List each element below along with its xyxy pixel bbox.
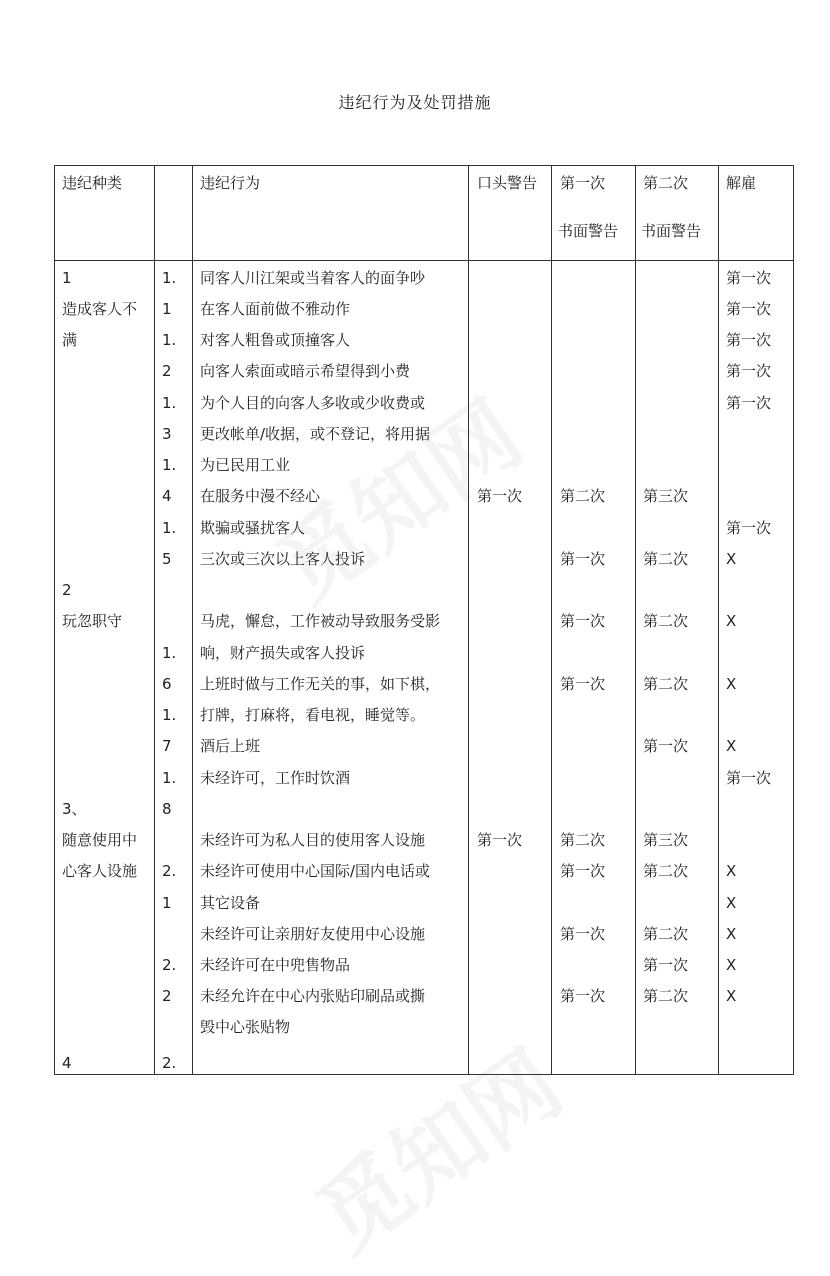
item-number: 1 <box>162 894 172 912</box>
page-title: 违纪行为及处罚措施 <box>338 93 492 112</box>
second-written-cell: 第二次 <box>643 925 689 943</box>
dismissal-cell: 第一次 <box>726 769 772 787</box>
header-dismissal: 解雇 <box>726 174 757 192</box>
first-written-cell: 第一次 <box>560 925 606 943</box>
category-text: 心客人设施 <box>62 862 138 880</box>
behavior-text: 打牌，打麻将，看电视，睡觉等。 <box>200 706 426 724</box>
dismissal-cell: 第一次 <box>726 300 772 318</box>
second-written-cell: 第二次 <box>643 987 689 1005</box>
item-number: 4 <box>162 487 172 505</box>
category-text: 随意使用中 <box>62 831 138 849</box>
dismissal-cell: X <box>726 894 737 912</box>
item-number: 1. <box>162 269 177 287</box>
behavior-text: 毁中心张贴物 <box>200 1018 291 1036</box>
first-written-cell: 第一次 <box>560 550 606 568</box>
item-number: 2. <box>162 1054 177 1072</box>
dismissal-cell: 第一次 <box>726 519 772 537</box>
behavior-text: 未经许可，工作时饮酒 <box>200 769 351 787</box>
behavior-text: 响，财产损失或客人投诉 <box>200 644 366 662</box>
item-number: 2 <box>162 987 172 1005</box>
item-number: 1. <box>162 519 177 537</box>
behavior-text: 未经许可在中兜售物品 <box>200 956 351 974</box>
item-number: 1. <box>162 331 177 349</box>
behavior-text: 同客人川江架或当着客人的面争吵 <box>200 269 426 287</box>
item-number: 2. <box>162 956 177 974</box>
header-first-written-2: 书面警告 <box>558 222 619 240</box>
behavior-text: 向客人索面或暗示希望得到小费 <box>200 362 411 380</box>
category-text: 4 <box>62 1054 72 1072</box>
second-written-cell: 第二次 <box>643 862 689 880</box>
dismissal-cell: 第一次 <box>726 269 772 287</box>
dismissal-cell: X <box>726 956 737 974</box>
item-number: 8 <box>162 800 172 818</box>
item-number: 7 <box>162 737 172 755</box>
first-written-cell: 第一次 <box>560 675 606 693</box>
verbal-warning-cell: 第一次 <box>477 487 523 505</box>
item-number: 1 <box>162 300 172 318</box>
second-written-cell: 第二次 <box>643 675 689 693</box>
header-second-written-1: 第二次 <box>643 174 689 192</box>
header-second-written-2: 书面警告 <box>641 222 702 240</box>
first-written-cell: 第二次 <box>560 831 606 849</box>
item-number: 3 <box>162 425 172 443</box>
behavior-text: 更改帐单/收据，或不登记，将用据 <box>200 425 431 443</box>
item-number: 1. <box>162 394 177 412</box>
category-text: 1 <box>62 269 72 287</box>
first-written-cell: 第二次 <box>560 487 606 505</box>
behavior-text: 马虎，懈怠，工作被动导致服务受影 <box>200 612 441 630</box>
item-number: 1. <box>162 456 177 474</box>
second-written-cell: 第一次 <box>643 737 689 755</box>
behavior-text: 其它设备 <box>200 894 261 912</box>
dismissal-cell: X <box>726 987 737 1005</box>
dismissal-cell: X <box>726 862 737 880</box>
behavior-text: 未经许可为私人目的使用客人设施 <box>200 831 426 849</box>
first-written-cell: 第一次 <box>560 987 606 1005</box>
dismissal-cell: 第一次 <box>726 394 772 412</box>
first-written-cell: 第一次 <box>560 612 606 630</box>
dismissal-cell: X <box>726 737 737 755</box>
behavior-text: 未经许可让亲朋好友使用中心设施 <box>200 925 426 943</box>
header-behavior: 违纪行为 <box>200 174 261 192</box>
item-number: 6 <box>162 675 172 693</box>
header-verbal-warning: 口头警告 <box>477 174 538 192</box>
header-first-written-1: 第一次 <box>560 174 606 192</box>
behavior-text: 欺骗或骚扰客人 <box>200 519 306 537</box>
second-written-cell: 第三次 <box>643 831 689 849</box>
dismissal-cell: X <box>726 550 737 568</box>
item-number: 1. <box>162 644 177 662</box>
dismissal-cell: 第一次 <box>726 362 772 380</box>
category-text: 满 <box>62 331 78 349</box>
dismissal-cell: X <box>726 612 737 630</box>
dismissal-cell: 第一次 <box>726 331 772 349</box>
header-category: 违纪种类 <box>62 174 123 192</box>
second-written-cell: 第二次 <box>643 612 689 630</box>
item-number: 1. <box>162 706 177 724</box>
category-text: 造成客人不 <box>62 300 138 318</box>
behavior-text: 上班时做与工作无关的事，如下棋， <box>200 675 441 693</box>
behavior-text: 三次或三次以上客人投诉 <box>200 550 366 568</box>
behavior-text: 在客人面前做不雅动作 <box>200 300 351 318</box>
item-number: 2 <box>162 362 172 380</box>
dismissal-cell: X <box>726 675 737 693</box>
behavior-text: 在服务中漫不经心 <box>200 487 321 505</box>
second-written-cell: 第一次 <box>643 956 689 974</box>
second-written-cell: 第二次 <box>643 550 689 568</box>
category-text: 玩忽职守 <box>62 612 123 630</box>
second-written-cell: 第三次 <box>643 487 689 505</box>
dismissal-cell: X <box>726 925 737 943</box>
item-number: 2. <box>162 862 177 880</box>
behavior-text: 酒后上班 <box>200 737 261 755</box>
item-number: 5 <box>162 550 172 568</box>
category-text: 3、 <box>62 800 87 818</box>
behavior-text: 为个人目的向客人多收或少收费或 <box>200 394 426 412</box>
behavior-text: 对客人粗鲁或顶撞客人 <box>200 331 351 349</box>
item-number: 1. <box>162 769 177 787</box>
behavior-text: 未经许可使用中心国际/国内电话或 <box>200 862 431 880</box>
category-text: 2 <box>62 581 72 599</box>
first-written-cell: 第一次 <box>560 862 606 880</box>
behavior-text: 为已民用工业 <box>200 456 291 474</box>
verbal-warning-cell: 第一次 <box>477 831 523 849</box>
behavior-text: 未经允许在中心内张贴印刷品或撕 <box>200 987 426 1005</box>
